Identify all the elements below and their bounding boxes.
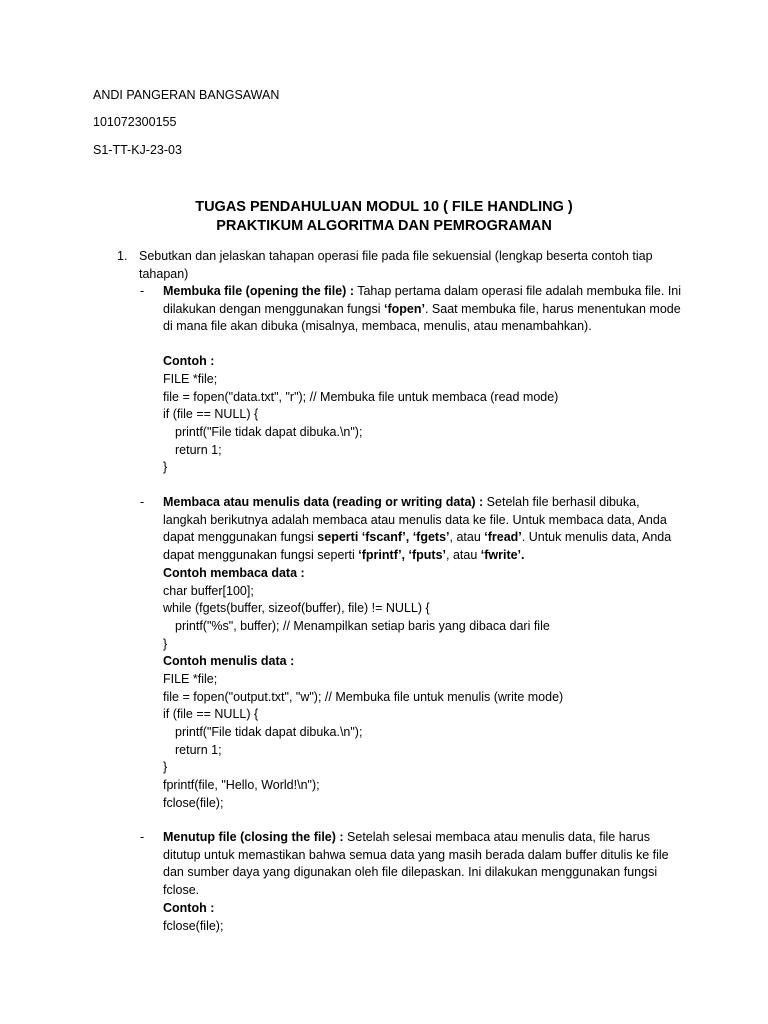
question-text: Sebutkan dan jelaskan tahapan operasi file pada file sekuensial (lengkap beserta contoh tiap tahapan) <box>139 249 653 281</box>
code-line: file = fopen("output.txt", "w"); // Membuka file untuk menulis (write mode) <box>163 690 564 704</box>
code-line: fprintf(file, "Hello, World!\n"); <box>163 778 320 792</box>
item2-write-label-text: Contoh menulis data : <box>163 654 295 668</box>
item2-desc-c: , atau <box>449 530 485 545</box>
code-line: printf("File tidak dapat dibuka.\n"); <box>175 425 363 439</box>
item2-desc-d: ‘fread’ <box>484 530 522 545</box>
item2-write-label <box>163 653 683 671</box>
student-name: ANDI PANGERAN BANGSAWAN <box>93 88 280 102</box>
code-line: return 1; <box>175 443 222 457</box>
item2-desc-f: ‘fprintf’, ‘fputs’ <box>358 548 446 563</box>
item1-dash: - <box>140 284 145 298</box>
item2-description <box>163 494 683 565</box>
item2-desc-b: seperti ‘fscanf’, ‘fgets’ <box>317 530 450 545</box>
item1-desc-post: . Saat membuka file, harus menentukan mode di mana file akan dibuka (misalnya, membaca, menulis, atau menambahkan). <box>163 301 681 334</box>
item3-description <box>163 829 683 900</box>
code-line: fclose(file); <box>163 796 224 810</box>
item1-heading: Membuka file (opening the file) : <box>163 284 354 298</box>
code-line: char buffer[100]; <box>163 584 254 598</box>
code-line: printf("File tidak dapat dibuka.\n"); <box>175 725 363 739</box>
item1-desc-pre: Tahap pertama dalam operasi file adalah membuka file. Ini dilakukan dengan menggunakan fungsi <box>163 284 682 316</box>
item1-example-label-text: Contoh : <box>163 354 215 368</box>
code-line: FILE *file; <box>163 672 218 686</box>
code-line: if (file == NULL) { <box>163 707 259 721</box>
code-line: return 1; <box>175 743 222 757</box>
code-line: while (fgets(buffer, sizeof(buffer), file) != NULL) { <box>163 601 430 615</box>
item2-heading: Membaca atau menulis data (reading or writing data) : <box>163 495 484 509</box>
item1-desc-bold: ‘fopen’ <box>384 301 425 316</box>
item2-desc-a: Setelah file berhasil dibuka, langkah berikutnya adalah membaca atau menulis data ke file. Untuk membaca data, Anda dapat menggunakan fungsi <box>163 495 667 545</box>
item3-example-label <box>163 900 683 918</box>
item3-desc: Setelah selesai membaca atau menulis data, file harus ditutup untuk memastikan bahwa semua data yang masih berada dalam buffer ditulis ke file dan sumber daya yang digunakan oleh file dilepaskan. Ini dilakukan menggunakan fungsi fclose. <box>163 830 669 898</box>
item2-read-label-text: Contoh membaca data : <box>163 566 305 580</box>
question-number: 1. <box>117 249 128 263</box>
code-line: } <box>163 637 168 651</box>
student-id: 101072300155 <box>93 115 177 129</box>
class-code: S1-TT-KJ-23-03 <box>93 143 182 157</box>
code-line: fclose(file); <box>163 919 224 933</box>
item1-description <box>163 283 683 336</box>
code-line: } <box>163 460 168 474</box>
item2-desc-e: . Untuk menulis data, Anda dapat menggunakan fungsi seperti <box>163 530 672 563</box>
doc-title-line1: TUGAS PENDAHULUAN MODUL 10 ( FILE HANDLING ) <box>195 199 573 215</box>
item2-desc-h: ‘fwrite’. <box>480 548 525 563</box>
code-line: FILE *file; <box>163 372 218 386</box>
code-line: if (file == NULL) { <box>163 407 259 421</box>
item3-example-label-text: Contoh : <box>163 901 215 915</box>
item3-dash: - <box>140 830 145 844</box>
code-line: printf("%s", buffer); // Menampilkan setiap baris yang dibaca dari file <box>175 619 550 633</box>
doc-title-line2: PRAKTIKUM ALGORITMA DAN PEMROGRAMAN <box>216 218 552 234</box>
code-line: file = fopen("data.txt", "r"); // Membuka file untuk membaca (read mode) <box>163 390 559 404</box>
item2-desc-g: , atau <box>446 548 481 563</box>
item2-dash: - <box>140 495 145 509</box>
item2-read-label <box>163 565 683 583</box>
code-line: } <box>163 760 168 774</box>
item1-example-label <box>163 353 683 371</box>
item3-heading: Menutup file (closing the file) : <box>163 830 344 844</box>
